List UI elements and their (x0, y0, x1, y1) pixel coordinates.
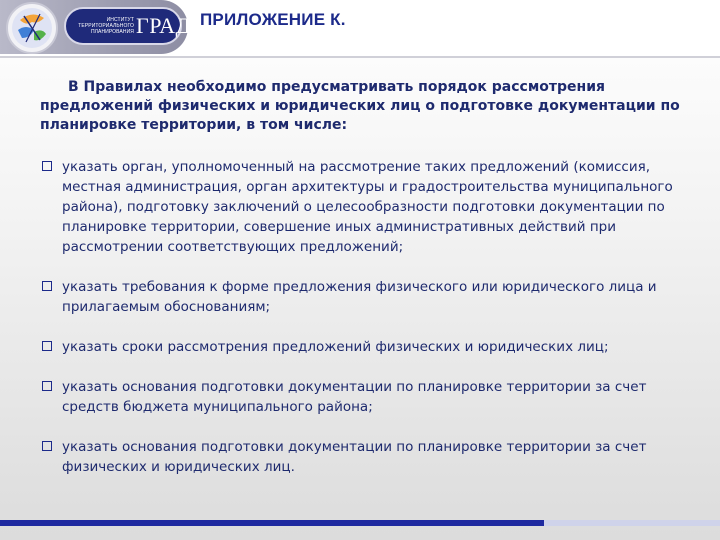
logo-small-text: ИНСТИТУТ ТЕРРИТОРИАЛЬНОГО ПЛАНИРОВАНИЯ (78, 17, 134, 35)
list-item-text: указать основания подготовки документации по планировке территории за счет средств бюджета муниципального района; (62, 379, 647, 415)
logo (0, 0, 192, 56)
intro-paragraph: В Правилах необходимо предусматривать порядок рассмотрения предложений физических и юридических лиц о подготовке документации по планировке территории, в том числе: (40, 79, 680, 133)
footer-bar-light (544, 520, 720, 526)
list-item-text: указать сроки рассмотрения предложений физических и юридических лиц; (62, 339, 609, 355)
list-item (40, 157, 700, 257)
logo-big-text: ГРАД (136, 13, 192, 38)
list-item (40, 337, 700, 357)
checkbox-square-icon (42, 161, 52, 171)
checkbox-square-icon (42, 441, 52, 451)
list-item-text: указать основания подготовки документации по планировке территории за счет физических и юридических лиц. (62, 439, 647, 475)
list-item (40, 277, 700, 317)
checkbox-square-icon (42, 281, 52, 291)
header-divider (0, 56, 720, 58)
requirements-list (40, 157, 700, 477)
list-item-text: указать требования к форме предложения физического или юридического лица и прилагаемым обоснованиям; (62, 279, 657, 315)
page-title: ПРИЛОЖЕНИЕ К. (200, 10, 346, 29)
list-item-text: указать орган, уполномоченный на рассмотрение таких предложений (комиссия, местная администрация, орган архитектуры и градостроительства муниципального района), подготовку заключений о целесообразности подготовки документации по планировке территории, совершение иных административных действий при рассмотрении соответствующих предложений; (62, 159, 673, 255)
checkbox-square-icon (42, 341, 52, 351)
list-item (40, 377, 700, 417)
logo-pill (64, 7, 192, 45)
slide-content (40, 78, 700, 477)
list-item (40, 437, 700, 477)
checkbox-square-icon (42, 381, 52, 391)
slide-header (0, 0, 720, 58)
footer-bar (0, 520, 720, 526)
globe-emblem-icon (4, 0, 60, 56)
footer-bar-blue (0, 520, 544, 526)
